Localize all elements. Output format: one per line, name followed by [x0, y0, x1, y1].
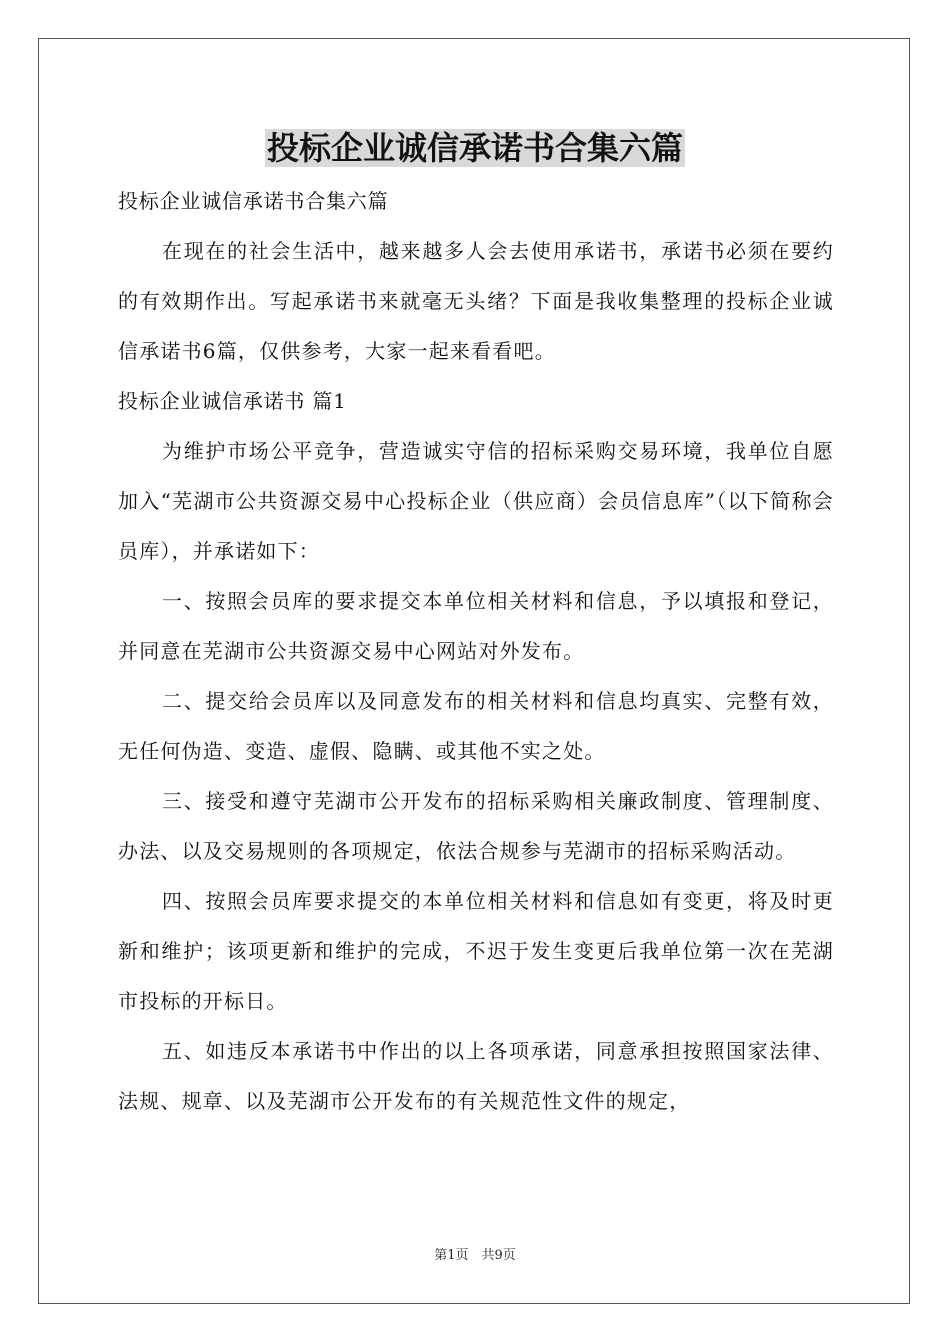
- paragraph-item-2: 二、提交给会员库以及同意发布的相关材料和信息均真实、完整有效，无任何伪造、变造、虚假、隐瞒、或其他不实之处。: [118, 689, 834, 763]
- paragraph-item-5: 五、如违反本承诺书中作出的以上各项承诺，同意承担按照国家法律、法规、规章、以及芜湖市公开发布的有关规范性文件的规定，: [118, 1039, 834, 1113]
- document-body: [118, 176, 834, 1126]
- document-title-text: 投标企业诚信承诺书合集六篇: [266, 129, 683, 167]
- document-subtitle: 投标企业诚信承诺书合集六篇: [118, 189, 389, 213]
- paragraph-item-4: 四、按照会员库要求提交的本单位相关材料和信息如有变更，将及时更新和维护；该项更新和维护的完成，不迟于发生变更后我单位第一次在芜湖市投标的开标日。: [118, 889, 834, 1013]
- paragraph-item-1: 一、按照会员库的要求提交本单位相关材料和信息，予以填报和登记，并同意在芜湖市公共资源交易中心网站对外发布。: [118, 589, 834, 663]
- page-footer: 第1页 共9页: [434, 1248, 516, 1263]
- paragraph-preamble: 为维护市场公平竞争，营造诚实守信的招标采购交易环境，我单位自愿加入“芜湖市公共资源交易中心投标企业（供应商）会员信息库”（以下简称会员库），并承诺如下：: [118, 439, 834, 563]
- section-heading: 投标企业诚信承诺书 篇1: [118, 389, 347, 413]
- document-title: [0, 126, 950, 170]
- paragraph-intro: 在现在的社会生活中，越来越多人会去使用承诺书，承诺书必须在要约的有效期作出。写起承诺书来就毫无头绪？下面是我收集整理的投标企业诚信承诺书6篇，仅供参考，大家一起来看看吧。: [118, 239, 834, 363]
- paragraph-item-3: 三、接受和遵守芜湖市公开发布的招标采购相关廉政制度、管理制度、办法、以及交易规则的各项规定，依法合规参与芜湖市的招标采购活动。: [118, 789, 834, 863]
